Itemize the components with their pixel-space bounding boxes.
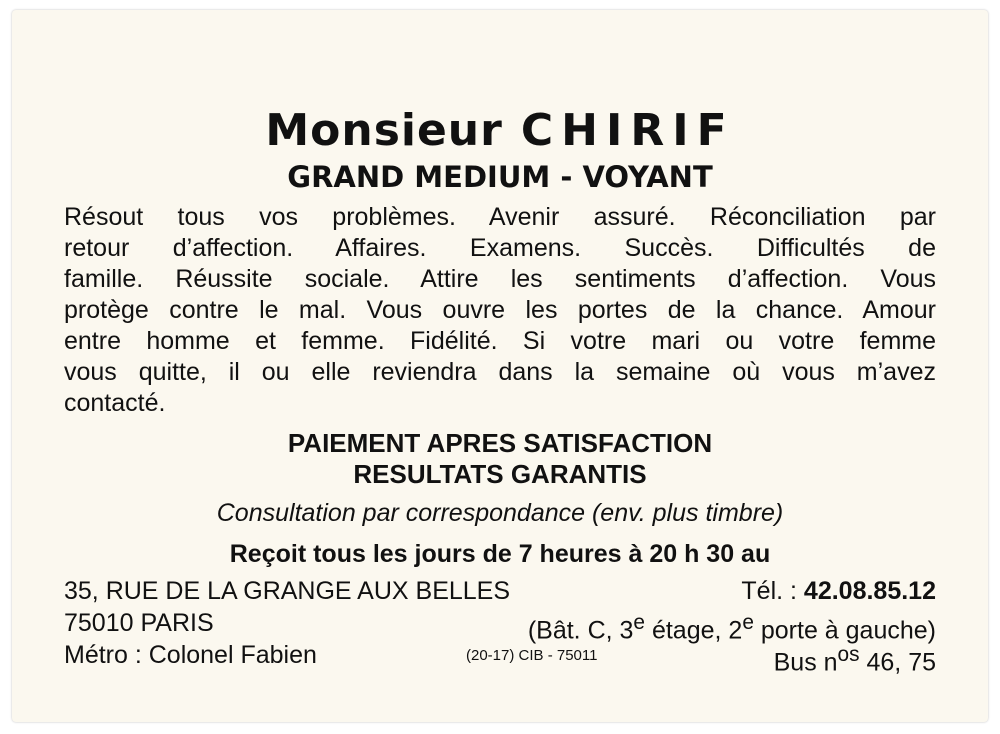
bus-text: 46, 75 [859,648,936,677]
description-line: vous quitte, il ou elle reviendra dans la semaine où vous m’avez [64,358,936,386]
business-card [12,10,988,722]
description-line: protège contre le mal. Vous ouvre les portes de la chance. Amour [64,296,936,324]
title-prefix: Monsieur [265,105,503,156]
description-line: Résout tous vos problèmes. Avenir assuré. Réconciliation par [64,203,936,231]
description-line: contacté. [64,389,166,417]
printer-mark: (20-17) CIB - 75011 [466,647,598,664]
card-title [12,106,988,156]
payment-heading: PAIEMENT APRES SATISFACTION [287,428,713,458]
building-text: étage, 2 [645,616,743,645]
bus-ordinal: os [837,643,860,666]
description-paragraph [64,202,936,419]
results-heading: RESULTATS GARANTIS [353,459,647,489]
building-text: porte à gauche) [753,616,936,645]
title-name: CHIRIF [520,105,735,156]
city-address: 75010 PARIS [64,609,214,637]
building-ordinal: e [633,611,646,634]
description-line: famille. Réussite sociale. Attire les sentiments d’affection. Vous [64,265,936,293]
building-ordinal: e [742,611,754,634]
phone [741,576,936,606]
building-text: (Bât. C, 3 [527,616,634,645]
opening-hours: Reçoit tous les jours de 7 heures à 20 h 30 au [229,540,771,568]
bus-lines [774,640,936,677]
phone-number: 42.08.85.12 [803,577,936,605]
description-line: retour d’affection. Affaires. Examens. Succès. Difficultés de [64,234,936,262]
consultation-note: Consultation par correspondance (env. plus timbre) [216,499,784,527]
street-address: 35, RUE DE LA GRANGE AUX BELLES [64,577,511,605]
description-line: entre homme et femme. Fidélité. Si votre mari ou votre femme [64,327,936,355]
metro-station: Métro : Colonel Fabien [64,641,317,669]
bus-text: Bus n [773,648,838,677]
phone-label: Tél. : [741,577,797,605]
card-subtitle: GRAND MEDIUM - VOYANT [287,160,713,194]
